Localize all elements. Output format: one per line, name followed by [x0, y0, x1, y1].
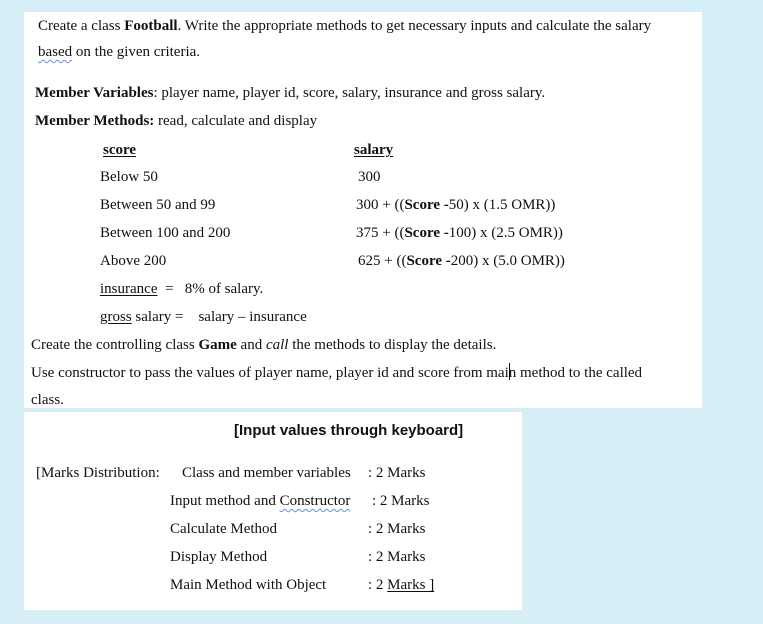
score-row-4: Above 200: [100, 253, 167, 269]
controlling-class-line: [31, 336, 496, 354]
member-methods-label: Member Methods:: [35, 113, 155, 129]
constructor-text-a: Use constructor to pass the values of player name, player id and score from mai: [31, 365, 509, 381]
marks-label: [Marks Distribution:: [36, 465, 160, 481]
salary-formula-score: Score -: [404, 225, 449, 241]
intro-text-rest: . Write the appropriate methods to get necessary inputs and calculate the salary: [177, 18, 652, 34]
gross-line: [100, 308, 307, 326]
call-word: call: [265, 337, 289, 353]
class-name-game: Game: [198, 337, 237, 353]
intro-line-1: [38, 17, 651, 35]
intro-text: Create a class: [38, 18, 125, 34]
spellcheck-word: Marks ]: [387, 577, 435, 593]
salary-row-3: [356, 224, 563, 242]
salary-formula-post: 100) x (2.5 OMR)): [448, 225, 563, 241]
salary-formula-pre: 625 + ((: [358, 253, 407, 269]
gross-formula: salary = salary – insurance: [131, 309, 307, 325]
salary-header: salary: [354, 142, 394, 158]
intro-line-2: [38, 43, 200, 61]
salary-row-1: [358, 168, 381, 186]
insurance-line: [100, 280, 263, 298]
salary-formula-post: 200) x (5.0 OMR)): [450, 253, 565, 269]
member-variables-label: Member Variables: [35, 85, 154, 101]
controlling-text-mid: and: [236, 337, 266, 353]
salary-formula-pre: 300 + ((: [356, 197, 405, 213]
marks-item-5: Main Method with Object: [170, 577, 327, 593]
input-heading: [Input values through keyboard]: [234, 422, 464, 439]
marks-value-4: : 2 Marks: [368, 549, 426, 565]
class-name-football: Football: [124, 18, 178, 34]
score-header: score: [103, 142, 137, 158]
salary-formula-pre: 375 + ((: [356, 225, 405, 241]
member-methods-text: read, calculate and display: [154, 113, 318, 129]
marks-value-1: : 2 Marks: [368, 465, 426, 481]
spellcheck-word: based: [38, 44, 73, 60]
gross-word: gross: [100, 309, 132, 325]
controlling-text-rest: the methods to display the details.: [288, 337, 497, 353]
insurance-word: insurance: [100, 281, 158, 297]
salary-row-4: [358, 252, 565, 270]
constructor-line-2: class.: [31, 392, 64, 408]
controlling-text: Create the controlling class: [31, 337, 199, 353]
intro-line-2-text: on the given criteria.: [72, 44, 201, 60]
score-row-2: Between 50 and 99: [100, 197, 216, 213]
member-variables-text: : player name, player id, score, salary, insurance and gross salary.: [153, 85, 546, 101]
salary-formula-score: Score -: [404, 197, 449, 213]
member-methods-line: [35, 112, 317, 130]
insurance-formula: = 8% of salary.: [157, 281, 264, 297]
member-variables-line: [35, 84, 545, 102]
marks-item-text: Input method and: [170, 493, 280, 509]
marks-item-4: Display Method: [170, 549, 268, 565]
marks-value-5: [368, 576, 434, 594]
score-row-3: Between 100 and 200: [100, 225, 231, 241]
marks-item-3: Calculate Method: [170, 521, 278, 537]
salary-row-2: [356, 196, 555, 214]
marks-item-2: [170, 492, 350, 510]
salary-value: 300: [358, 169, 381, 185]
salary-formula-post: 50) x (1.5 OMR)): [448, 197, 556, 213]
constructor-text-b: n method to the called: [508, 365, 643, 381]
marks-value-text: : 2: [368, 577, 388, 593]
marks-value-3: : 2 Marks: [368, 521, 426, 537]
spellcheck-word: Constructor: [279, 493, 351, 509]
constructor-line-1: [31, 363, 642, 382]
marks-item-1: Class and member variables: [182, 465, 351, 481]
salary-formula-score: Score -: [406, 253, 451, 269]
marks-value-2: : 2 Marks: [372, 493, 430, 509]
score-row-1: Below 50: [100, 169, 158, 185]
